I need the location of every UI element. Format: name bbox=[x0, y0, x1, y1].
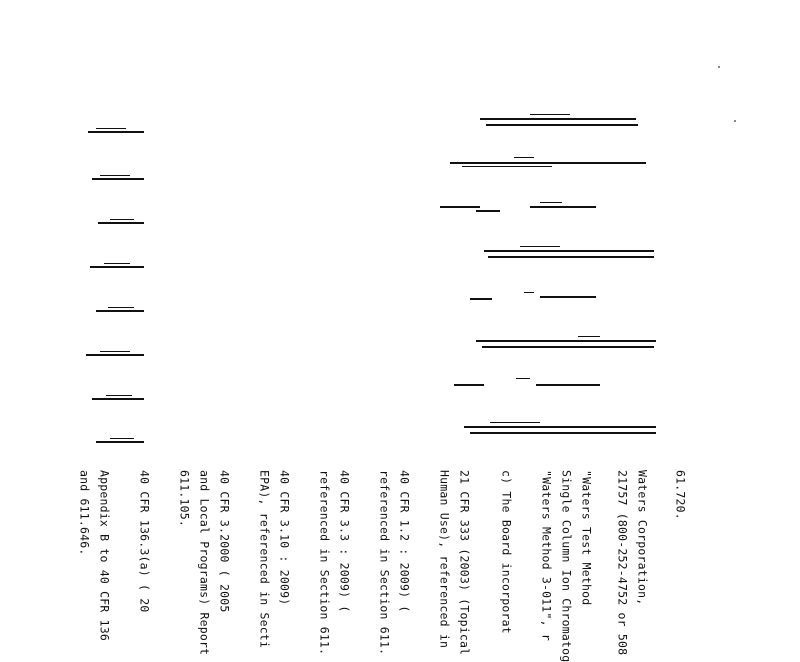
text-line-5: Single Column Ion Chromatog bbox=[559, 470, 574, 662]
text-line-6: "Waters Method 3-011", r bbox=[539, 470, 554, 641]
text-line-19: 40 CFR 136.3(a) ( 20 bbox=[137, 470, 152, 613]
text-line-14: 40 CFR 3.10 : 2009) bbox=[277, 470, 292, 606]
text-line-8: 21 CFR 333 (2003) (Topical bbox=[457, 470, 472, 656]
text-line-3: 21757 (800-252-4752 or 508 bbox=[615, 470, 630, 656]
text-line-4: "Waters Test Method bbox=[579, 470, 594, 606]
text-line-18: 611.105. bbox=[177, 470, 192, 527]
speckle bbox=[718, 66, 720, 68]
text-line-9: Human Use), referenced in bbox=[437, 470, 452, 649]
text-line-20: Appendix B to 40 CFR 136 bbox=[97, 470, 112, 641]
text-line-16: 40 CFR 3.2000 ( 2005 bbox=[217, 470, 232, 613]
text-line-15: EPA), referenced in Secti bbox=[257, 470, 272, 649]
speckle bbox=[734, 120, 736, 122]
text-line-21: and 611.646. bbox=[77, 470, 92, 556]
text-line-11: referenced in Section 611. bbox=[377, 470, 392, 656]
text-line-2: Waters Corporation, bbox=[635, 470, 650, 606]
text-line-13: referenced in Section 611. bbox=[317, 470, 332, 656]
text-line-1: 61.720. bbox=[673, 470, 688, 520]
text-line-7: c) The Board incorporat bbox=[499, 470, 514, 634]
text-line-10: 40 CFR 1.2 : 2009) ( bbox=[397, 470, 412, 613]
text-line-12: 40 CFR 3.3 : 2009) ( bbox=[337, 470, 352, 613]
text-line-17: and Local Programs) Report bbox=[197, 470, 212, 656]
